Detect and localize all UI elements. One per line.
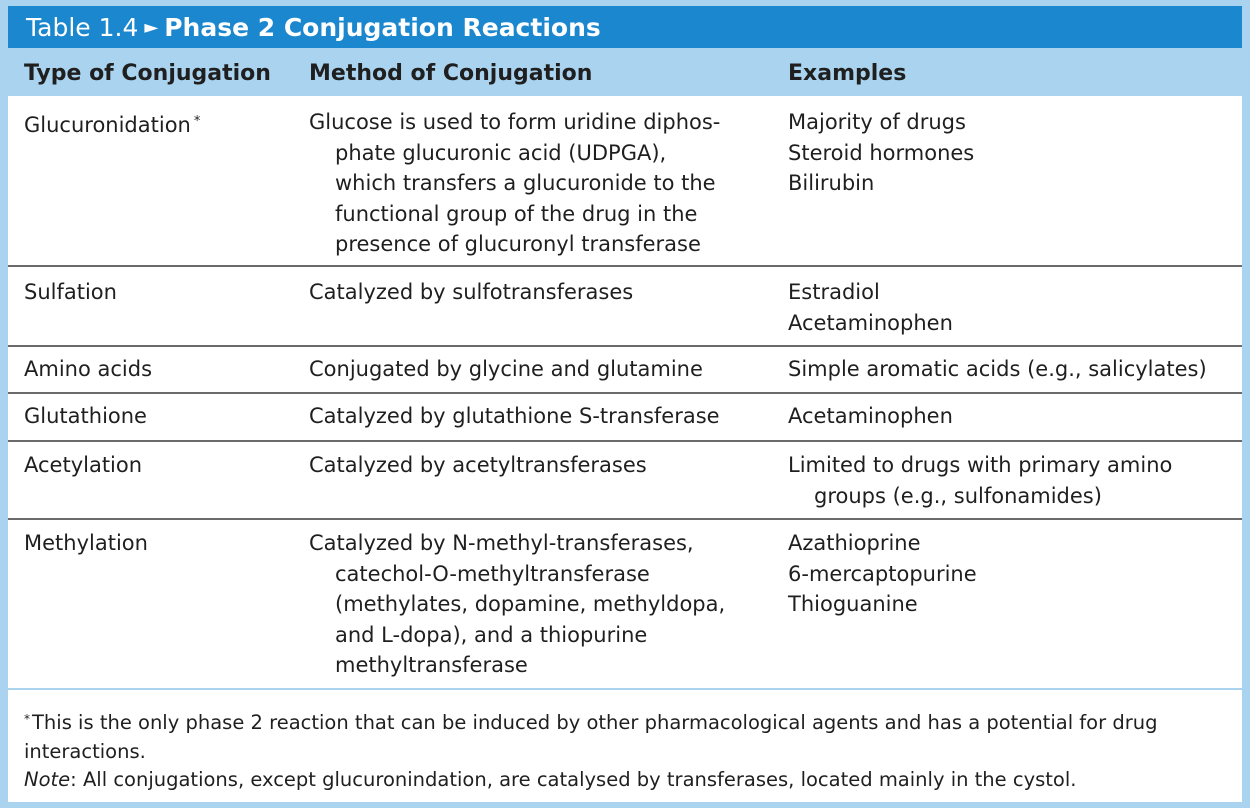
method-line: Conjugated by glycine and glutamine: [309, 357, 703, 381]
method-line: Glucose is used to form uridine diphos-: [309, 110, 721, 134]
method-line: Catalyzed by N-methyl-transferases,: [309, 531, 694, 555]
example-line: 6-mercaptopurine: [788, 561, 977, 586]
table-row: [8, 96, 1242, 267]
method-cell: [309, 354, 769, 385]
table-note: [24, 765, 1234, 794]
examples-cell: [788, 277, 1242, 338]
example-line: Majority of drugs: [788, 110, 966, 134]
examples-cell: [788, 354, 1242, 385]
example-line: Thioguanine: [788, 592, 918, 616]
type-label: Glutathione: [24, 404, 147, 428]
examples-cell: [788, 401, 1242, 432]
table-row: [8, 520, 1242, 688]
table-body: [8, 96, 1242, 688]
column-header-type: Type of Conjugation: [24, 61, 271, 86]
example-line: Limited to drugs with primary amino: [788, 453, 1173, 477]
type-label: Acetylation: [24, 453, 143, 477]
method-cell: [309, 401, 769, 432]
note-label: Note: [24, 768, 71, 791]
table-row: [8, 347, 1242, 394]
table-row: [8, 267, 1242, 347]
method-line: Catalyzed by acetyltransferases: [309, 453, 647, 477]
examples-cell: [788, 528, 1242, 620]
examples-cell: [788, 450, 1242, 511]
examples-cell: [788, 107, 1242, 199]
method-line: presence of glucuronyl transferase: [335, 232, 701, 256]
example-line: groups (e.g., sulfonamides): [814, 483, 1102, 508]
method-line: catechol-O-methyltransferase: [335, 561, 650, 586]
method-line: Catalyzed by glutathione S-transferase: [309, 404, 720, 428]
method-cell: [309, 107, 769, 260]
type-label: Sulfation: [24, 280, 117, 304]
method-line: which transfers a glucuronide to the: [335, 171, 716, 195]
type-label: Methylation: [24, 531, 148, 555]
column-header-method: Method of Conjugation: [309, 61, 593, 86]
type-label: Amino acids: [24, 357, 153, 381]
method-cell: [309, 277, 769, 308]
table-footnotes: [8, 690, 1242, 802]
type-cell: [24, 528, 294, 559]
method-line: Catalyzed by sulfotransferases: [309, 280, 634, 304]
table-title: Phase 2 Conjugation Reactions: [164, 12, 601, 42]
example-line: Azathioprine: [788, 531, 921, 555]
table-number: Table 1.4: [26, 12, 139, 42]
column-header-examples: Examples: [788, 61, 907, 86]
footnote-marker: *: [24, 712, 30, 726]
type-cell: [24, 107, 294, 141]
method-cell: [309, 450, 769, 481]
table-row: [8, 394, 1242, 442]
example-line: Steroid hormones: [788, 140, 975, 165]
method-line: phate glucuronic acid (UDPGA),: [335, 140, 667, 165]
method-line: (methylates, dopamine, methyldopa,: [335, 592, 726, 616]
table-header-row: [8, 50, 1242, 96]
method-line: and L-dopa), and a thiopurine: [335, 622, 648, 647]
note-text: : All conjugations, except glucuronindation, are catalysed by transferases, located mainly in the cystol.: [70, 768, 1077, 791]
title-arrow-icon: ►: [144, 16, 159, 38]
footnote-marker: *: [193, 114, 201, 129]
type-label: Glucuronidation: [24, 113, 191, 137]
example-line: Simple aromatic acids (e.g., salicylates): [788, 357, 1207, 381]
table-row: [8, 442, 1242, 520]
footnote-text: This is the only phase 2 reaction that can be induced by other pharmacological agents and has a potential for drug interactions.: [24, 711, 1158, 763]
method-line: methyltransferase: [335, 653, 528, 677]
footnote: [24, 705, 1234, 766]
type-cell: [24, 354, 294, 385]
example-line: Acetaminophen: [788, 310, 953, 335]
example-line: Acetaminophen: [788, 404, 953, 428]
type-cell: [24, 401, 294, 432]
type-cell: [24, 277, 294, 308]
example-line: Bilirubin: [788, 171, 875, 195]
method-line: functional group of the drug in the: [335, 201, 698, 226]
example-line: Estradiol: [788, 280, 880, 304]
type-cell: [24, 450, 294, 481]
table-title-bar: [8, 6, 1242, 48]
method-cell: [309, 528, 769, 681]
